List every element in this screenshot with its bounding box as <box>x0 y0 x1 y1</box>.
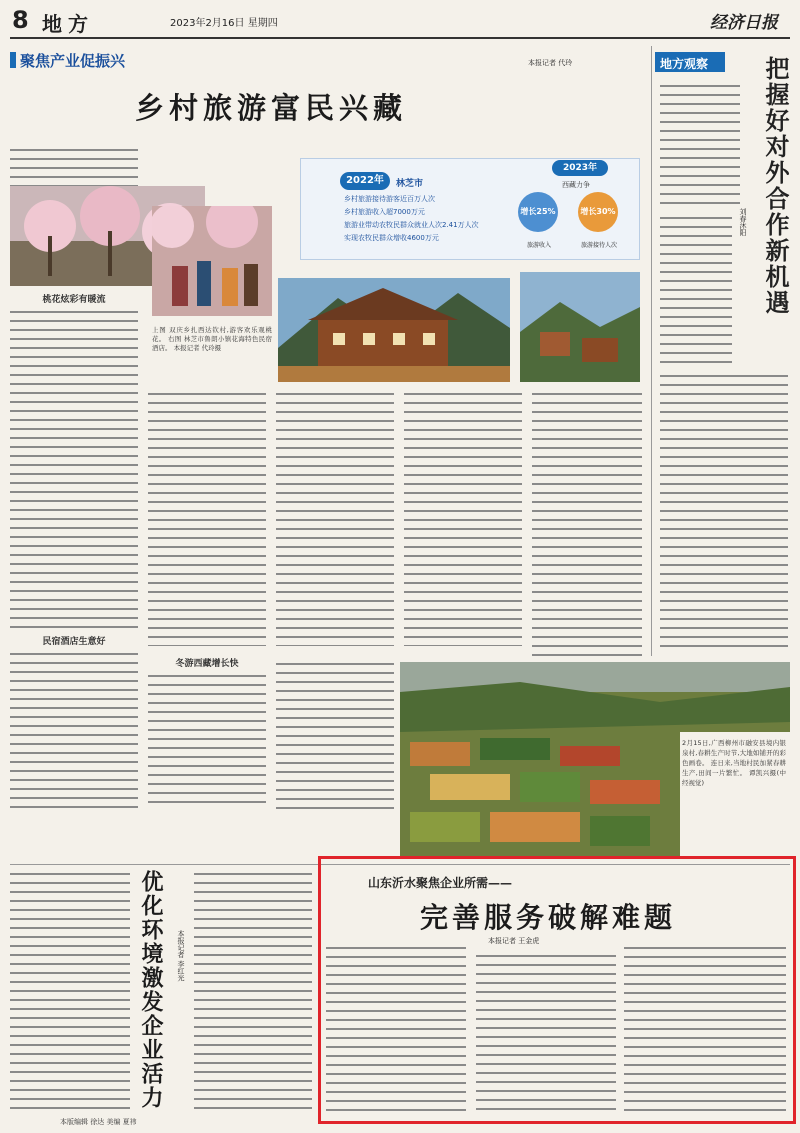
lodge-photo <box>278 278 510 382</box>
commentary-column-label: 地方观察 <box>660 57 709 71</box>
subhead-3: 冬游西藏增长快 <box>175 659 239 669</box>
tourism-infographic <box>300 158 640 278</box>
body-text <box>10 650 138 810</box>
commentary-text <box>660 214 732 364</box>
page-header <box>10 4 790 38</box>
visitors-image <box>152 206 272 316</box>
subhead-1: 桃花炫彩有暖流 <box>42 295 106 305</box>
subhead-2: 民宿酒店生意好 <box>42 637 106 647</box>
place-2022: 林芝市 <box>396 179 424 189</box>
photo-caption: 上图 双庆乡扎西达钦村,游客欢乐观桃花。 右图 林芝市鲁朗小镇花海特色民宿酒店。 本报记者 代玲摄 <box>152 326 272 352</box>
column-bar <box>10 52 16 68</box>
bottom-right-byline: 本报记者 王金虎 <box>488 937 540 945</box>
bottom-right-title: 完善服务破解难题 <box>420 901 677 934</box>
stat-2: 乡村旅游收入超7000万元 <box>344 208 425 216</box>
commentary-rule <box>651 46 652 656</box>
lodge-image <box>278 278 510 382</box>
commentary-text <box>660 372 788 650</box>
column-label: 聚焦产业促振兴 <box>20 52 126 70</box>
bottom-left-byline: 本报记者 李红光 <box>177 930 185 982</box>
body-text <box>624 944 786 1114</box>
body-text <box>532 390 642 660</box>
page-number: 8 <box>12 6 29 34</box>
body-text <box>326 944 466 1114</box>
body-text <box>276 390 394 646</box>
body-text <box>148 390 266 646</box>
body-text <box>10 308 138 628</box>
aerial-caption: 2月15日,广西柳州市融安县境内银泉村,春耕生产时节,大地如铺开的彩色画卷。 连日来,当地村民加紧春耕生产,田间一片繁忙。 谭凯兴摄(中经视觉) <box>682 739 786 787</box>
year-2023-badge: 2023年 <box>552 160 608 176</box>
section-name: 地方 <box>42 12 94 36</box>
stat-3: 旅游业带动农牧民群众就业人次2.41万人次 <box>344 221 479 229</box>
commentary-text <box>660 82 740 206</box>
growth-bubble-right: 增长30% <box>578 192 618 232</box>
paper-logo: 经济日报 <box>710 13 778 33</box>
stat-4: 实现农牧民群众增收4600万元 <box>344 234 439 242</box>
caption-left: 旅游收入 <box>526 242 551 249</box>
growth-bubble-left: 增长25% <box>518 192 558 232</box>
page-footer: 本版编辑 徐达 美编 夏祎 <box>60 1118 137 1126</box>
body-text <box>476 952 616 1114</box>
issue-date: 2023年2月16日 星期四 <box>170 18 278 29</box>
commentary-title: 把握好对外合作新机遇 <box>761 56 790 316</box>
kicker: 山东沂水聚焦企业所需—— <box>368 876 513 890</box>
body-text <box>404 390 522 646</box>
top-title <box>135 86 495 127</box>
year-2022-badge: 2022年 <box>340 172 390 190</box>
visitors-photo <box>152 206 272 316</box>
village-image <box>520 272 640 382</box>
top-title-text: 乡村旅游富民兴藏 <box>135 91 408 125</box>
bottom-left-title: 优化环境激发企业活力 <box>138 870 164 1110</box>
caption-right: 旅游接待人次 <box>580 242 617 249</box>
stat-1: 乡村旅游接待游客近百万人次 <box>344 195 435 203</box>
body-text <box>194 870 312 1112</box>
body-text <box>148 672 266 810</box>
body-text <box>10 870 130 1112</box>
header-rule <box>10 37 790 39</box>
village-photo <box>520 272 640 382</box>
top-byline: 本报记者 代玲 <box>528 59 573 67</box>
body-text <box>276 660 394 810</box>
label-2023: 西藏力争 <box>562 181 590 189</box>
commentary-author: 刘春沐阳 <box>739 208 747 236</box>
